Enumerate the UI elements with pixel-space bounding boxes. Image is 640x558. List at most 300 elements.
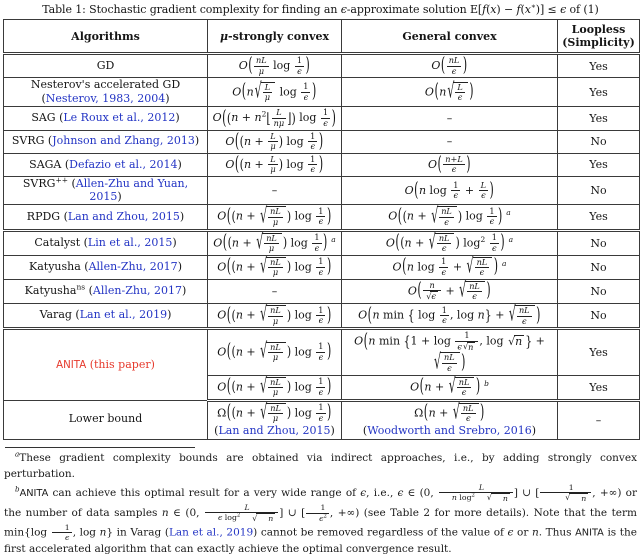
text-run: ) [167, 308, 172, 322]
fraction [295, 56, 304, 76]
citation-link[interactable]: Lan et al., 2019 [168, 526, 254, 539]
text-run: O [217, 380, 227, 394]
cell-loopless: Yes [558, 78, 640, 107]
sqrt-radical [452, 400, 479, 425]
cell-loopless: No [558, 177, 640, 205]
cell-general-convex [342, 78, 558, 107]
text-run: L [480, 179, 487, 190]
text-run [423, 291, 441, 302]
text-run: ( [239, 155, 244, 173]
text-run: + [449, 260, 466, 274]
text-run: ) [480, 400, 485, 424]
algorithm-name-line [6, 93, 205, 106]
text-run: ϵ [318, 351, 324, 362]
cell-general-convex: – [342, 130, 558, 153]
text-run: nL [438, 232, 450, 243]
text-run: Algorithms [71, 29, 140, 43]
cell-general-convex [342, 205, 558, 230]
text-run: ( [67, 177, 76, 191]
table-row [4, 329, 640, 375]
text-run: n [406, 260, 414, 274]
fraction [540, 483, 591, 503]
text-run: 1 [464, 330, 470, 341]
superscript: 2 [261, 109, 267, 119]
superscript: a [508, 234, 514, 244]
fraction [439, 207, 454, 227]
algorithm-name-line [6, 309, 205, 322]
text-run: 1 [318, 402, 324, 413]
citation-link[interactable]: Lan and Zhou, 2015 [67, 209, 180, 223]
citation-link[interactable]: Lan and Zhou, 2015 [218, 424, 331, 437]
text-run: log [282, 157, 308, 171]
text-run [457, 388, 472, 398]
cell-algorithm [4, 279, 208, 303]
text-run: Ω [414, 406, 424, 420]
fraction [254, 56, 269, 76]
text-run: μ [272, 387, 279, 398]
text-run [254, 67, 269, 77]
complexity-formula [344, 155, 555, 175]
text-run: 1 + log [410, 334, 455, 348]
text-run: L [244, 502, 250, 512]
col-header-loopless-line1 [560, 23, 637, 36]
citation-link[interactable]: Allen-Zhu, 2017 [88, 259, 178, 273]
text-run: + [411, 236, 428, 250]
text-run: n [268, 514, 274, 524]
superscript: ++ [55, 176, 68, 185]
text-run: ) [182, 284, 187, 298]
text-run: ϵ [318, 386, 324, 397]
text-run [569, 493, 588, 503]
cell-loopless: Yes [558, 153, 640, 176]
text-run: log [222, 513, 237, 523]
text-run [268, 317, 283, 327]
cell-loopless: No [558, 304, 640, 329]
text-run: ϵ [318, 315, 324, 326]
fraction [268, 207, 283, 227]
algorithm-name-line [6, 135, 205, 148]
text-run: Lower bound [68, 412, 143, 426]
text-run: ) [461, 350, 466, 374]
radical-sign-icon: √ [260, 204, 268, 228]
citation-link[interactable]: Lan et al., 2019 [79, 308, 168, 322]
text-run: ) [318, 153, 324, 176]
text-run [485, 236, 489, 249]
text-run: , log [72, 526, 100, 539]
text-run [517, 317, 532, 327]
citation-link[interactable]: Lin et al., 2015 [87, 235, 173, 249]
citation-link[interactable]: Le Roux et al., 2012 [63, 111, 176, 125]
text-run: 1 [296, 55, 303, 65]
cell-loopless: Yes [558, 375, 640, 400]
complexity-formula [344, 331, 555, 373]
text-run: L [276, 107, 282, 118]
text-run: + [242, 345, 260, 359]
col-header-loopless [558, 20, 640, 54]
text-run: + [491, 308, 508, 322]
fraction [268, 132, 277, 152]
text-run [306, 514, 329, 523]
text-run: ( [222, 106, 227, 129]
text-run: μ [219, 29, 228, 43]
text-run [440, 352, 460, 373]
sqrt-radical [449, 377, 475, 398]
sqrt-radical [260, 257, 286, 278]
fraction [479, 181, 488, 201]
fraction [517, 306, 532, 326]
text-run: n [231, 111, 239, 125]
table-row [4, 54, 640, 78]
text-run: O [213, 236, 223, 250]
citation-link[interactable]: Allen-Zhu and Yuan, 2015 [75, 177, 189, 203]
text-run: 1 [441, 256, 447, 267]
sqrt-radical [447, 78, 467, 104]
text-run: n [235, 380, 243, 394]
complexity-formula [210, 78, 339, 104]
footnote-a [4, 451, 637, 483]
sqrt-radical [428, 230, 455, 254]
text-run: )] ≤ [535, 3, 561, 16]
superscript: a [502, 258, 507, 268]
text-run: ( [41, 91, 46, 105]
complexity-formula [210, 338, 339, 364]
text-run: + [242, 308, 260, 322]
text-run: O [238, 59, 248, 73]
text-run [467, 342, 475, 353]
text-run: ) [286, 258, 292, 275]
text-run: ϵ [318, 266, 324, 277]
text-run [430, 291, 438, 302]
text-run: ANITA [19, 487, 49, 499]
text-run: ϵ [319, 513, 324, 523]
citation-link[interactable]: Johnson and Zhang, 2013 [52, 134, 195, 148]
text-run [437, 244, 452, 254]
text-run: ( [241, 79, 247, 103]
table-row [4, 177, 640, 205]
text-run [439, 218, 454, 228]
cell-strongly-convex [208, 255, 342, 279]
cell-strongly-convex [208, 230, 342, 255]
text-run: O [388, 209, 398, 223]
text-run: O [358, 308, 368, 322]
text-run: ( [231, 207, 236, 225]
superscript: 2 [323, 512, 327, 519]
text-run: log [291, 209, 316, 223]
col-header-strongly-convex [208, 20, 342, 54]
fraction [316, 207, 325, 227]
cell-algorithm [4, 153, 208, 176]
superscript: a [15, 449, 20, 459]
fraction [308, 155, 317, 175]
fraction [316, 306, 325, 326]
citation-link[interactable]: Woodworth and Srebro, 2016 [367, 424, 532, 437]
radical-sign-icon: √ [260, 255, 268, 279]
text-run: log [287, 236, 312, 250]
text-run: ( [227, 233, 232, 251]
algorithm-name-line [6, 60, 205, 73]
text-run: ) [462, 53, 468, 77]
text-run: ϵ [507, 526, 514, 539]
text-run [268, 218, 283, 228]
text-run [440, 316, 449, 326]
text-run: SAG ( [31, 111, 64, 125]
text-run: ( [402, 207, 407, 225]
cell-algorithm [4, 54, 208, 78]
text-run: ) [493, 255, 498, 278]
text-run: ϵ [492, 242, 497, 253]
text-run: L [270, 153, 276, 164]
text-run: ) [457, 207, 463, 225]
text-run: + [251, 134, 268, 148]
sqrt-radical [260, 400, 286, 425]
text-run: ) [318, 130, 324, 153]
text-run: , log [479, 334, 508, 348]
radical-sign-icon: √ [447, 78, 455, 104]
algorithm-name-line [6, 237, 205, 250]
text-run: n [581, 493, 587, 503]
sqrt-radical [554, 493, 588, 503]
text-run: ( [226, 400, 232, 424]
radical-sign-icon: √ [260, 303, 268, 327]
text-run: μ [270, 164, 276, 175]
text-run: nL [270, 206, 281, 217]
text-run: RPDG ( [26, 209, 68, 223]
text-run: log [456, 492, 472, 502]
text-run: ϵ [318, 412, 324, 423]
text-run: + [431, 380, 448, 394]
text-run: SVRG [22, 177, 56, 191]
text-run: ) [489, 178, 494, 201]
fraction [268, 378, 283, 398]
text-run [256, 513, 275, 523]
text-run: f [516, 3, 521, 16]
fraction [475, 258, 490, 278]
cell-general-convex: – [342, 107, 558, 130]
text-run: 1 [318, 205, 324, 216]
cell-loopless: Yes [558, 205, 640, 230]
text-run: ϵ [360, 486, 367, 499]
cell-algorithm [4, 255, 208, 279]
table-row [4, 230, 640, 255]
text-run: of (1) [566, 3, 599, 16]
cell-algorithm [4, 177, 208, 205]
fraction [268, 343, 283, 363]
superscript: b [484, 378, 489, 388]
text-run: nL [462, 402, 474, 413]
text-run [442, 364, 457, 374]
text-run: , log [449, 308, 478, 322]
fraction [272, 108, 287, 128]
text-run [268, 142, 277, 152]
text-run [301, 93, 310, 103]
cell-loopless: No [558, 255, 640, 279]
text-run: ( [423, 400, 429, 424]
text-run: μ [258, 65, 264, 76]
text-run: nL [270, 402, 281, 413]
fraction [440, 306, 449, 326]
cell-general-convex [342, 177, 558, 205]
fraction [268, 258, 283, 278]
text-run: n [477, 308, 485, 322]
text-run: ϵ [65, 533, 70, 543]
text-run: ) [117, 189, 122, 203]
algorithm-name-line [6, 178, 205, 203]
cell-general-convex [342, 255, 558, 279]
text-run: ( [85, 284, 93, 298]
text-run: ( [417, 279, 422, 302]
radical-sign-icon: √ [252, 513, 258, 523]
text-run: ) [331, 106, 336, 129]
text-run: ϵ [318, 216, 324, 227]
text-run: μ [264, 92, 271, 103]
sqrt-radical [241, 513, 275, 523]
text-run: log [295, 111, 320, 125]
text-run: ( [234, 130, 240, 153]
text-run: nL [458, 376, 470, 387]
table-row [4, 400, 640, 439]
complexity-formula [344, 78, 555, 104]
cell-algorithm [4, 400, 208, 439]
sqrt-radical [476, 493, 510, 503]
text-run: O [407, 284, 417, 298]
radical-sign-icon: √ [452, 400, 460, 425]
text-run: ϵ [441, 266, 447, 277]
cell-loopless: – [558, 400, 640, 439]
cell-strongly-convex [208, 78, 342, 107]
text-run: ( [231, 258, 236, 275]
citation-link[interactable]: Defazio et al., 2014 [69, 157, 178, 171]
text-run: ) [455, 233, 460, 251]
text-run [451, 191, 460, 201]
complexity-formula [344, 53, 555, 77]
complexity-formula [344, 178, 555, 201]
citation-link[interactable]: Nesterov, 1983, 2004 [45, 91, 166, 105]
cell-loopless: No [558, 130, 640, 153]
text-run: nL [469, 280, 480, 291]
complexity-table [3, 19, 640, 440]
text-run: (Simplicity) [562, 36, 635, 49]
text-run: n [368, 334, 376, 348]
text-run: 1 [318, 256, 324, 267]
text-run: n [439, 85, 447, 99]
text-run: ( [226, 109, 232, 127]
text-run: O [392, 260, 402, 274]
text-run: 1 [318, 341, 324, 352]
complexity-formula [344, 400, 555, 425]
text-run: + [450, 153, 458, 164]
text-run: Table 1: Stochastic gradient complexity for finding an [42, 3, 341, 16]
text-run: ϵ [431, 291, 436, 302]
text-run: O [217, 260, 227, 274]
text-run: , i.e., [366, 486, 398, 499]
text-run: ϵ [479, 267, 485, 278]
text-run [316, 414, 325, 424]
text-run: ) [469, 79, 474, 103]
text-run: { [407, 306, 415, 324]
fraction [455, 83, 464, 103]
cell-strongly-convex [208, 153, 342, 176]
fraction [263, 83, 272, 103]
text-run: n [418, 183, 427, 197]
text-run: ϵ [217, 513, 223, 523]
text-run: + [238, 236, 256, 250]
complexity-formula [210, 108, 339, 128]
text-run: Ω [217, 406, 227, 420]
text-run: μ [272, 315, 279, 326]
text-run: ϵ [465, 413, 471, 424]
text-run: ϵ [489, 216, 495, 227]
text-run [439, 493, 513, 503]
radical-sign-icon: √ [459, 279, 467, 303]
text-run: μ [270, 141, 276, 152]
table-row [4, 107, 640, 130]
text-run: nL [270, 305, 281, 316]
header-row [4, 20, 640, 54]
text-run: nL [270, 376, 281, 387]
text-run: Loopless [571, 23, 626, 36]
text-run [473, 257, 493, 278]
fraction [487, 207, 496, 227]
text-run: ϵ [560, 3, 567, 16]
text-run [491, 493, 510, 503]
text-run [465, 281, 485, 302]
sqrt-radical [467, 257, 493, 278]
cell-algorithm [4, 130, 208, 153]
text-run: ) [282, 233, 288, 251]
superscript: 2 [236, 512, 241, 519]
fraction [268, 155, 277, 175]
fraction [451, 181, 460, 201]
complexity-formula [210, 377, 339, 398]
text-run: or [513, 526, 532, 539]
fraction [423, 281, 441, 302]
text-run: ( [226, 255, 232, 278]
fraction [316, 257, 325, 277]
sqrt-radical [256, 230, 282, 254]
text-run: ) [165, 91, 170, 105]
text-run: ( [440, 53, 446, 77]
text-run: n [99, 526, 107, 539]
text-run: ) [286, 378, 292, 395]
text-run [266, 342, 286, 363]
radical-sign-icon: √ [428, 230, 436, 254]
text-run: ( [362, 424, 368, 437]
text-run [321, 119, 330, 129]
text-run: n [445, 153, 451, 164]
text-run [490, 244, 499, 254]
text-run: ) [330, 424, 335, 437]
text-run: ϵ [310, 164, 316, 175]
text-run: n [424, 380, 432, 394]
text-run: nL [444, 352, 455, 363]
text-run: ϵ [397, 486, 404, 499]
sqrt-radical [509, 305, 535, 326]
text-run: ( [214, 424, 219, 437]
text-run: ) [278, 132, 283, 150]
citation-link[interactable]: Allen-Zhu, 2017 [92, 284, 183, 298]
text-run: ) [466, 153, 471, 176]
fraction [443, 155, 464, 175]
text-run: O [212, 111, 222, 125]
algorithm-name-line [6, 413, 205, 426]
text-run: n [231, 236, 239, 250]
text-run: ( [486, 3, 491, 16]
text-run: + [441, 284, 459, 298]
text-run: ϵ [442, 315, 447, 326]
text-run [453, 82, 467, 103]
cell-loopless: Yes [558, 329, 640, 375]
text-run: f [482, 3, 487, 16]
